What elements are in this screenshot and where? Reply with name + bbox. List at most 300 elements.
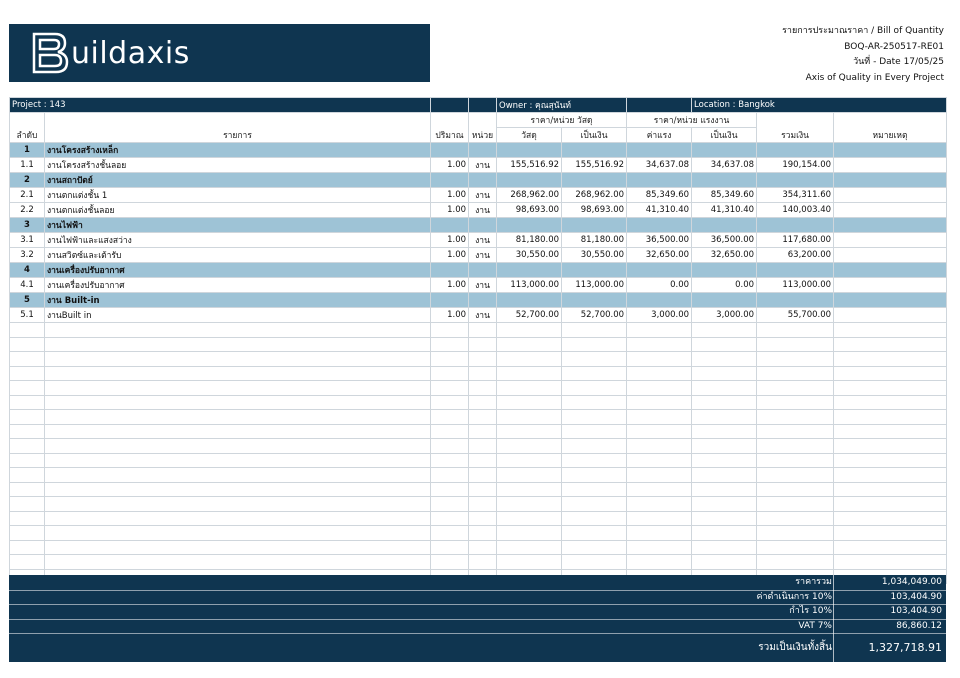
item-remark — [834, 158, 947, 173]
total-row — [9, 590, 946, 606]
section-blank-cell — [627, 173, 692, 188]
empty-cell — [834, 468, 947, 483]
section-row — [10, 293, 947, 308]
empty-cell — [834, 410, 947, 425]
empty-cell — [692, 511, 757, 526]
empty-cell — [627, 482, 692, 497]
item-number: 3.2 — [10, 248, 45, 263]
section-blank-cell — [562, 218, 627, 233]
empty-cell — [45, 424, 431, 439]
item-unit: งาน — [469, 308, 497, 323]
empty-cell — [45, 511, 431, 526]
logo-b-mark — [31, 31, 71, 75]
item-remark — [834, 308, 947, 323]
empty-cell — [562, 453, 627, 468]
empty-cell — [431, 497, 469, 512]
section-number: 1 — [10, 143, 45, 158]
col-sum: รวมเงิน — [757, 113, 834, 143]
item-labor-price: 3,000.00 — [627, 308, 692, 323]
item-material-total: 113,000.00 — [562, 278, 627, 293]
empty-row — [10, 540, 947, 555]
empty-cell — [10, 482, 45, 497]
total-value: 103,404.90 — [890, 591, 942, 602]
empty-row — [10, 453, 947, 468]
doc-title: รายการประมาณราคา / Bill of Quantity — [782, 26, 944, 36]
section-blank-cell — [497, 173, 562, 188]
empty-cell — [834, 337, 947, 352]
section-blank-cell — [757, 293, 834, 308]
empty-cell — [431, 381, 469, 396]
empty-cell — [10, 468, 45, 483]
section-blank-cell — [757, 143, 834, 158]
empty-cell — [757, 395, 834, 410]
section-blank-cell — [692, 263, 757, 278]
empty-cell — [45, 468, 431, 483]
item-row — [10, 158, 947, 173]
col-labor-price: ค่าแรง — [627, 128, 692, 143]
item-number: 3.1 — [10, 233, 45, 248]
empty-cell — [757, 352, 834, 367]
item-qty: 1.00 — [431, 188, 469, 203]
item-name: งานBuilt in — [45, 308, 431, 323]
section-blank-cell — [562, 173, 627, 188]
empty-cell — [431, 439, 469, 454]
empty-cell — [627, 337, 692, 352]
empty-cell — [562, 323, 627, 338]
empty-cell — [834, 381, 947, 396]
empty-cell — [497, 366, 562, 381]
empty-cell — [834, 482, 947, 497]
item-remark — [834, 233, 947, 248]
empty-cell — [562, 395, 627, 410]
empty-cell — [627, 323, 692, 338]
empty-cell — [834, 395, 947, 410]
item-sum: 55,700.00 — [757, 308, 834, 323]
item-material-total: 52,700.00 — [562, 308, 627, 323]
empty-cell — [692, 540, 757, 555]
item-sum: 117,680.00 — [757, 233, 834, 248]
empty-row — [10, 323, 947, 338]
section-blank-cell — [497, 143, 562, 158]
empty-cell — [627, 453, 692, 468]
empty-cell — [45, 410, 431, 425]
item-row — [10, 188, 947, 203]
section-blank-cell — [431, 263, 469, 278]
empty-cell — [45, 352, 431, 367]
empty-row — [10, 555, 947, 570]
item-material-price: 81,180.00 — [497, 233, 562, 248]
item-sum: 354,311.60 — [757, 188, 834, 203]
item-material-total: 268,962.00 — [562, 188, 627, 203]
section-blank-cell — [834, 293, 947, 308]
section-number: 5 — [10, 293, 45, 308]
empty-cell — [692, 439, 757, 454]
empty-cell — [627, 540, 692, 555]
empty-cell — [431, 424, 469, 439]
empty-cell — [45, 323, 431, 338]
item-unit: งาน — [469, 233, 497, 248]
empty-cell — [692, 352, 757, 367]
empty-cell — [469, 366, 497, 381]
empty-cell — [10, 323, 45, 338]
section-blank-cell — [627, 263, 692, 278]
empty-cell — [692, 497, 757, 512]
col-labor-total: เป็นเงิน — [692, 128, 757, 143]
empty-cell — [834, 540, 947, 555]
item-name: งานตกแต่งชั้น 1 — [45, 188, 431, 203]
empty-cell — [757, 323, 834, 338]
empty-cell — [757, 555, 834, 570]
empty-cell — [469, 468, 497, 483]
empty-cell — [10, 555, 45, 570]
empty-cell — [562, 381, 627, 396]
empty-cell — [757, 453, 834, 468]
empty-cell — [562, 352, 627, 367]
item-sum: 113,000.00 — [757, 278, 834, 293]
total-row — [9, 633, 946, 662]
item-remark — [834, 203, 947, 218]
section-blank-cell — [627, 143, 692, 158]
totals-panel — [9, 575, 946, 662]
empty-row — [10, 381, 947, 396]
item-labor-price: 41,310.40 — [627, 203, 692, 218]
empty-cell — [10, 497, 45, 512]
empty-cell — [431, 337, 469, 352]
total-value: 86,860.12 — [896, 620, 942, 631]
empty-cell — [431, 482, 469, 497]
item-sum: 190,154.00 — [757, 158, 834, 173]
section-blank-cell — [834, 218, 947, 233]
item-material-price: 113,000.00 — [497, 278, 562, 293]
project-label: Project : 143 — [10, 98, 431, 113]
section-blank-cell — [469, 218, 497, 233]
empty-cell — [497, 410, 562, 425]
col-qty: ปริมาณ — [431, 113, 469, 143]
col-unit: หน่วย — [469, 113, 497, 143]
item-labor-total: 32,650.00 — [692, 248, 757, 263]
empty-cell — [757, 381, 834, 396]
empty-cell — [834, 497, 947, 512]
total-value: 103,404.90 — [890, 606, 942, 616]
section-row — [10, 263, 947, 278]
item-labor-total: 41,310.40 — [692, 203, 757, 218]
item-name: งานไฟฟ้าและแสงสว่าง — [45, 233, 431, 248]
empty-cell — [757, 410, 834, 425]
section-blank-cell — [834, 263, 947, 278]
empty-cell — [562, 482, 627, 497]
empty-cell — [431, 410, 469, 425]
empty-row — [10, 424, 947, 439]
section-blank-cell — [497, 293, 562, 308]
doc-code: BOQ-AR-250517-RE01 — [844, 41, 944, 52]
empty-cell — [497, 482, 562, 497]
empty-cell — [10, 395, 45, 410]
section-blank-cell — [757, 173, 834, 188]
empty-row — [10, 482, 947, 497]
item-remark — [834, 188, 947, 203]
empty-cell — [431, 511, 469, 526]
total-row — [9, 575, 946, 591]
empty-cell — [627, 381, 692, 396]
header-row-1 — [10, 113, 947, 128]
empty-cell — [10, 511, 45, 526]
empty-cell — [10, 410, 45, 425]
empty-cell — [431, 366, 469, 381]
empty-cell — [497, 337, 562, 352]
item-number: 5.1 — [10, 308, 45, 323]
empty-cell — [45, 366, 431, 381]
empty-cell — [562, 468, 627, 483]
section-blank-cell — [834, 143, 947, 158]
item-name: งานตกแต่งชั้นลอย — [45, 203, 431, 218]
empty-cell — [757, 511, 834, 526]
total-value: 1,327,718.91 — [868, 641, 942, 654]
empty-cell — [469, 323, 497, 338]
item-row — [10, 203, 947, 218]
empty-cell — [562, 366, 627, 381]
empty-cell — [469, 424, 497, 439]
document-header — [782, 24, 944, 86]
empty-cell — [10, 439, 45, 454]
empty-cell — [627, 366, 692, 381]
empty-cell — [562, 511, 627, 526]
section-blank-cell — [469, 293, 497, 308]
item-unit: งาน — [469, 188, 497, 203]
empty-cell — [692, 410, 757, 425]
item-name: งานสวิตซ์และเต้ารับ — [45, 248, 431, 263]
section-blank-cell — [469, 173, 497, 188]
item-unit: งาน — [469, 203, 497, 218]
empty-cell — [469, 540, 497, 555]
total-label: กำไร 10% — [789, 606, 832, 616]
item-qty: 1.00 — [431, 308, 469, 323]
empty-cell — [10, 381, 45, 396]
section-title: งานไฟฟ้า — [45, 218, 431, 233]
item-sum: 63,200.00 — [757, 248, 834, 263]
col-material-total: เป็นเงิน — [562, 128, 627, 143]
item-remark — [834, 278, 947, 293]
section-blank-cell — [834, 173, 947, 188]
empty-cell — [45, 482, 431, 497]
item-sum: 140,003.40 — [757, 203, 834, 218]
empty-cell — [497, 468, 562, 483]
empty-cell — [497, 439, 562, 454]
item-row — [10, 248, 947, 263]
item-material-price: 30,550.00 — [497, 248, 562, 263]
item-material-total: 155,516.92 — [562, 158, 627, 173]
empty-cell — [562, 540, 627, 555]
section-row — [10, 173, 947, 188]
empty-row — [10, 439, 947, 454]
empty-row — [10, 337, 947, 352]
empty-row — [10, 497, 947, 512]
empty-cell — [757, 439, 834, 454]
empty-cell — [497, 323, 562, 338]
section-row — [10, 218, 947, 233]
empty-cell — [45, 497, 431, 512]
total-label: VAT 7% — [798, 620, 832, 631]
section-blank-cell — [692, 143, 757, 158]
company-logo — [9, 24, 430, 82]
empty-cell — [834, 352, 947, 367]
empty-cell — [45, 540, 431, 555]
empty-cell — [834, 526, 947, 541]
section-title: งานเครื่องปรับอากาศ — [45, 263, 431, 278]
item-number: 2.1 — [10, 188, 45, 203]
empty-cell — [757, 424, 834, 439]
empty-cell — [10, 352, 45, 367]
empty-cell — [497, 395, 562, 410]
empty-cell — [497, 555, 562, 570]
empty-row — [10, 410, 947, 425]
empty-cell — [834, 453, 947, 468]
empty-cell — [834, 366, 947, 381]
item-material-total: 81,180.00 — [562, 233, 627, 248]
section-title: งานสถาปัตย์ — [45, 173, 431, 188]
empty-cell — [627, 497, 692, 512]
section-blank-cell — [431, 293, 469, 308]
section-blank-cell — [627, 293, 692, 308]
section-blank-cell — [469, 143, 497, 158]
section-blank-cell — [692, 173, 757, 188]
empty-cell — [834, 511, 947, 526]
empty-cell — [45, 337, 431, 352]
empty-cell — [431, 468, 469, 483]
empty-cell — [431, 526, 469, 541]
empty-cell — [497, 453, 562, 468]
item-number: 4.1 — [10, 278, 45, 293]
empty-cell — [497, 352, 562, 367]
empty-cell — [431, 395, 469, 410]
item-qty: 1.00 — [431, 203, 469, 218]
item-labor-total: 3,000.00 — [692, 308, 757, 323]
item-labor-price: 34,637.08 — [627, 158, 692, 173]
empty-cell — [757, 497, 834, 512]
item-labor-price: 36,500.00 — [627, 233, 692, 248]
empty-cell — [692, 468, 757, 483]
section-blank-cell — [431, 173, 469, 188]
item-labor-total: 36,500.00 — [692, 233, 757, 248]
empty-cell — [469, 410, 497, 425]
empty-cell — [10, 526, 45, 541]
col-item: รายการ — [45, 113, 431, 143]
section-title: งานโครงสร้างเหล็ก — [45, 143, 431, 158]
empty-cell — [757, 526, 834, 541]
empty-row — [10, 352, 947, 367]
empty-cell — [757, 337, 834, 352]
col-material-price: วัสดุ — [497, 128, 562, 143]
empty-cell — [431, 323, 469, 338]
section-number: 3 — [10, 218, 45, 233]
empty-cell — [469, 511, 497, 526]
item-qty: 1.00 — [431, 278, 469, 293]
item-material-price: 155,516.92 — [497, 158, 562, 173]
empty-cell — [431, 555, 469, 570]
empty-cell — [627, 395, 692, 410]
total-label: ราคารวม — [795, 577, 832, 587]
empty-cell — [431, 453, 469, 468]
empty-cell — [692, 424, 757, 439]
empty-cell — [627, 468, 692, 483]
empty-cell — [692, 555, 757, 570]
empty-cell — [834, 424, 947, 439]
empty-cell — [562, 497, 627, 512]
empty-cell — [692, 323, 757, 338]
col-no: ลำดับ — [10, 113, 45, 143]
empty-cell — [469, 526, 497, 541]
section-number: 2 — [10, 173, 45, 188]
empty-cell — [469, 395, 497, 410]
section-blank-cell — [562, 293, 627, 308]
total-row — [9, 604, 946, 620]
section-blank-cell — [757, 218, 834, 233]
section-blank-cell — [497, 263, 562, 278]
empty-cell — [627, 410, 692, 425]
empty-cell — [497, 497, 562, 512]
empty-cell — [692, 395, 757, 410]
empty-cell — [469, 337, 497, 352]
empty-cell — [431, 352, 469, 367]
item-unit: งาน — [469, 278, 497, 293]
section-blank-cell — [692, 218, 757, 233]
section-number: 4 — [10, 263, 45, 278]
empty-cell — [497, 526, 562, 541]
section-blank-cell — [627, 218, 692, 233]
item-unit: งาน — [469, 158, 497, 173]
empty-cell — [562, 555, 627, 570]
item-material-total: 30,550.00 — [562, 248, 627, 263]
empty-row — [10, 468, 947, 483]
empty-cell — [627, 439, 692, 454]
item-labor-total: 34,637.08 — [692, 158, 757, 173]
section-blank-cell — [562, 263, 627, 278]
empty-cell — [45, 555, 431, 570]
section-blank-cell — [469, 263, 497, 278]
item-material-total: 98,693.00 — [562, 203, 627, 218]
empty-cell — [45, 395, 431, 410]
empty-cell — [627, 352, 692, 367]
item-labor-price: 85,349.60 — [627, 188, 692, 203]
empty-cell — [757, 366, 834, 381]
empty-cell — [757, 482, 834, 497]
empty-cell — [692, 381, 757, 396]
item-material-price: 98,693.00 — [497, 203, 562, 218]
empty-cell — [692, 526, 757, 541]
item-number: 1.1 — [10, 158, 45, 173]
section-blank-cell — [431, 143, 469, 158]
item-name: งานโครงสร้างชั้นลอย — [45, 158, 431, 173]
section-blank-cell — [757, 263, 834, 278]
col-labor-group: ราคา/หน่วย แรงงาน — [627, 113, 757, 128]
empty-cell — [692, 337, 757, 352]
empty-cell — [10, 540, 45, 555]
section-blank-cell — [692, 293, 757, 308]
location-label: Location : Bangkok — [692, 98, 947, 113]
col-material-group: ราคา/หน่วย วัสดุ — [497, 113, 627, 128]
empty-cell — [834, 323, 947, 338]
item-labor-price: 32,650.00 — [627, 248, 692, 263]
empty-cell — [469, 381, 497, 396]
empty-cell — [834, 555, 947, 570]
empty-cell — [469, 352, 497, 367]
empty-cell — [45, 453, 431, 468]
item-qty: 1.00 — [431, 158, 469, 173]
item-row — [10, 278, 947, 293]
item-name: งานเครื่องปรับอากาศ — [45, 278, 431, 293]
item-unit: งาน — [469, 248, 497, 263]
section-blank-cell — [431, 218, 469, 233]
section-title: งาน Built-in — [45, 293, 431, 308]
